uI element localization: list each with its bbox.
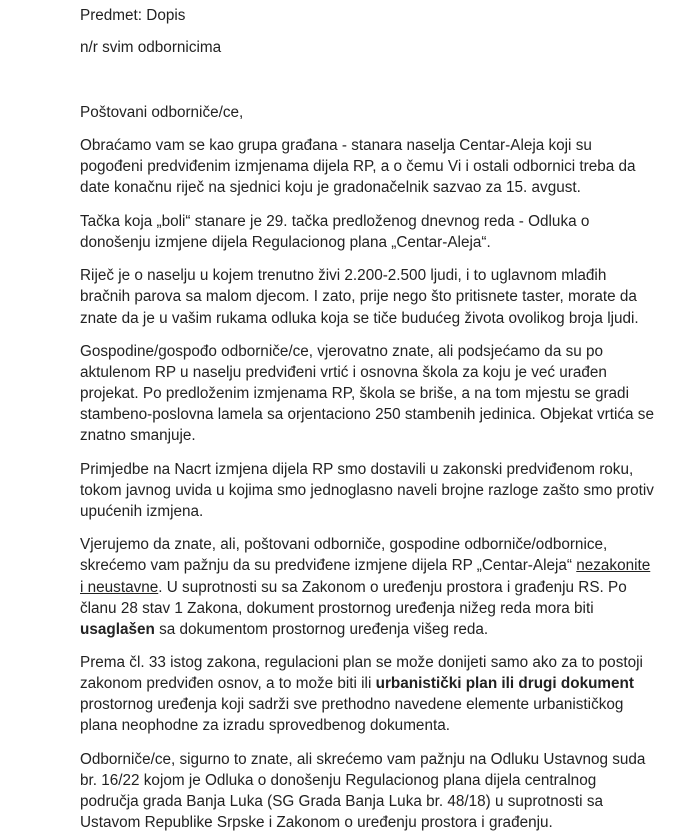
p7-line: Prema čl. 33 istog zakona, regulacioni plan se može donijeti samo ako za to postoji <box>80 654 643 672</box>
p1-line: date konačnu riječ na sjednici koju je gradonačelnik sazvao za 15. avgust. <box>80 179 581 197</box>
p5-line: tokom javnog uvida u kojima smo jednoglasno naveli brojne razloge zašto smo protiv <box>80 481 654 499</box>
p4-line: znatno smanjuje. <box>80 427 196 445</box>
p7-text: zakonom predviđen osnov, a to može biti ili <box>80 675 376 693</box>
p6-line <box>80 555 650 577</box>
p3-line: znate da je u vašim rukama odluka koja se tiče budućeg života ovolikog broja ljudi. <box>80 309 639 327</box>
p6-line: članu 28 stav 1 Zakona, dokument prostornog uređenja nižeg reda mora biti <box>80 599 594 617</box>
p6-line: Vjerujemo da znate, ali, poštovani odborniče, gospodine odborniče/odbornice, <box>80 536 608 554</box>
underlined-text: i neustavne <box>80 578 159 596</box>
p2-line: donošenju izmjene dijela Regulacionog plana „Centar-Aleja“. <box>80 233 491 251</box>
p7-line: plana neophodne za izradu sprovedbenog dokumenta. <box>80 717 450 735</box>
p4-line: projekat. Po predloženim izmjenama RP, škola se briše, a na tom mjestu se gradi <box>80 385 629 403</box>
p3-line: Riječ je o naselju u kojem trenutno živi 2.200-2.500 ljudi, i to uglavnom mlađih <box>80 267 607 285</box>
p6-text: skrećemo vam pažnju da su predviđene izmjene dijela RP „Centar-Aleja“ <box>80 557 577 575</box>
p8-line: Odborniče/ce, sigurno to znate, ali skrećemo vam pažnju na Odluku Ustavnog suda <box>80 750 646 768</box>
p2-line: Tačka koja „boli“ stanare je 29. tačka predloženog dnevnog reda - Odluka o <box>80 212 590 230</box>
p3-line: bračnih parova sa malom djecom. I zato, prije nego što pritisnete taster, morate da <box>80 288 637 306</box>
underlined-text: nezakonite <box>576 557 651 575</box>
bold-text: usaglašen <box>80 620 155 638</box>
p8-line: područja grada Banja Luka (SG Grada Banja Luka br. 48/18) u suprotnosti sa <box>80 792 603 810</box>
p7-line <box>80 673 634 695</box>
subject-line: Predmet: Dopis <box>80 7 186 24</box>
p4-line: Gospodine/gospođo odborniče/ce, vjerovatno znate, ali podsjećamo da su po <box>80 343 603 360</box>
p7-line: prostornog uređenja koji sadrži sve prethodno navedene elemente urbanističkog <box>80 696 624 714</box>
recipient-line: n/r svim odbornicima <box>80 38 222 56</box>
p1-line: Obraćamo vam se kao grupa građana - stanara naselja Centar-Aleja koji su <box>80 137 592 155</box>
p8-line: br. 16/22 kojom je Odluka o donošenju Regulacionog plana dijela centralnog <box>80 771 597 789</box>
p8-line: Ustavom Republike Srpske i Zakonom o uređenju prostora i građenju. <box>80 814 553 831</box>
p6-line <box>80 577 627 599</box>
p5-line: Primjedbe na Nacrt izmjena dijela RP smo dostavili u zakonski predviđenom roku, <box>80 460 634 478</box>
p4-line: stambeno-poslovna lamela sa orjentaciono 250 stambenih jedinica. Objekat vrtića se <box>80 406 654 424</box>
p6-text: sa dokumentom prostornog uređenja višeg reda. <box>154 620 489 638</box>
p6-line <box>80 619 488 641</box>
bold-text: urbanistički plan ili drugi dokument <box>375 675 634 693</box>
salutation: Poštovani odborniče/ce, <box>80 103 244 121</box>
p4-line: aktulenom RP u naselju predviđeni vrtić i osnovna škola za koju je već urađen <box>80 364 607 382</box>
p6-text: . U suprotnosti su sa Zakonom o uređenju prostora i građenju RS. Po <box>158 578 627 596</box>
p5-line: upućenih izmjena. <box>80 502 204 520</box>
p1-line: pogođeni predviđenim izmjenama dijela RP, a o čemu Vi i ostali odbornici treba da <box>80 158 636 176</box>
